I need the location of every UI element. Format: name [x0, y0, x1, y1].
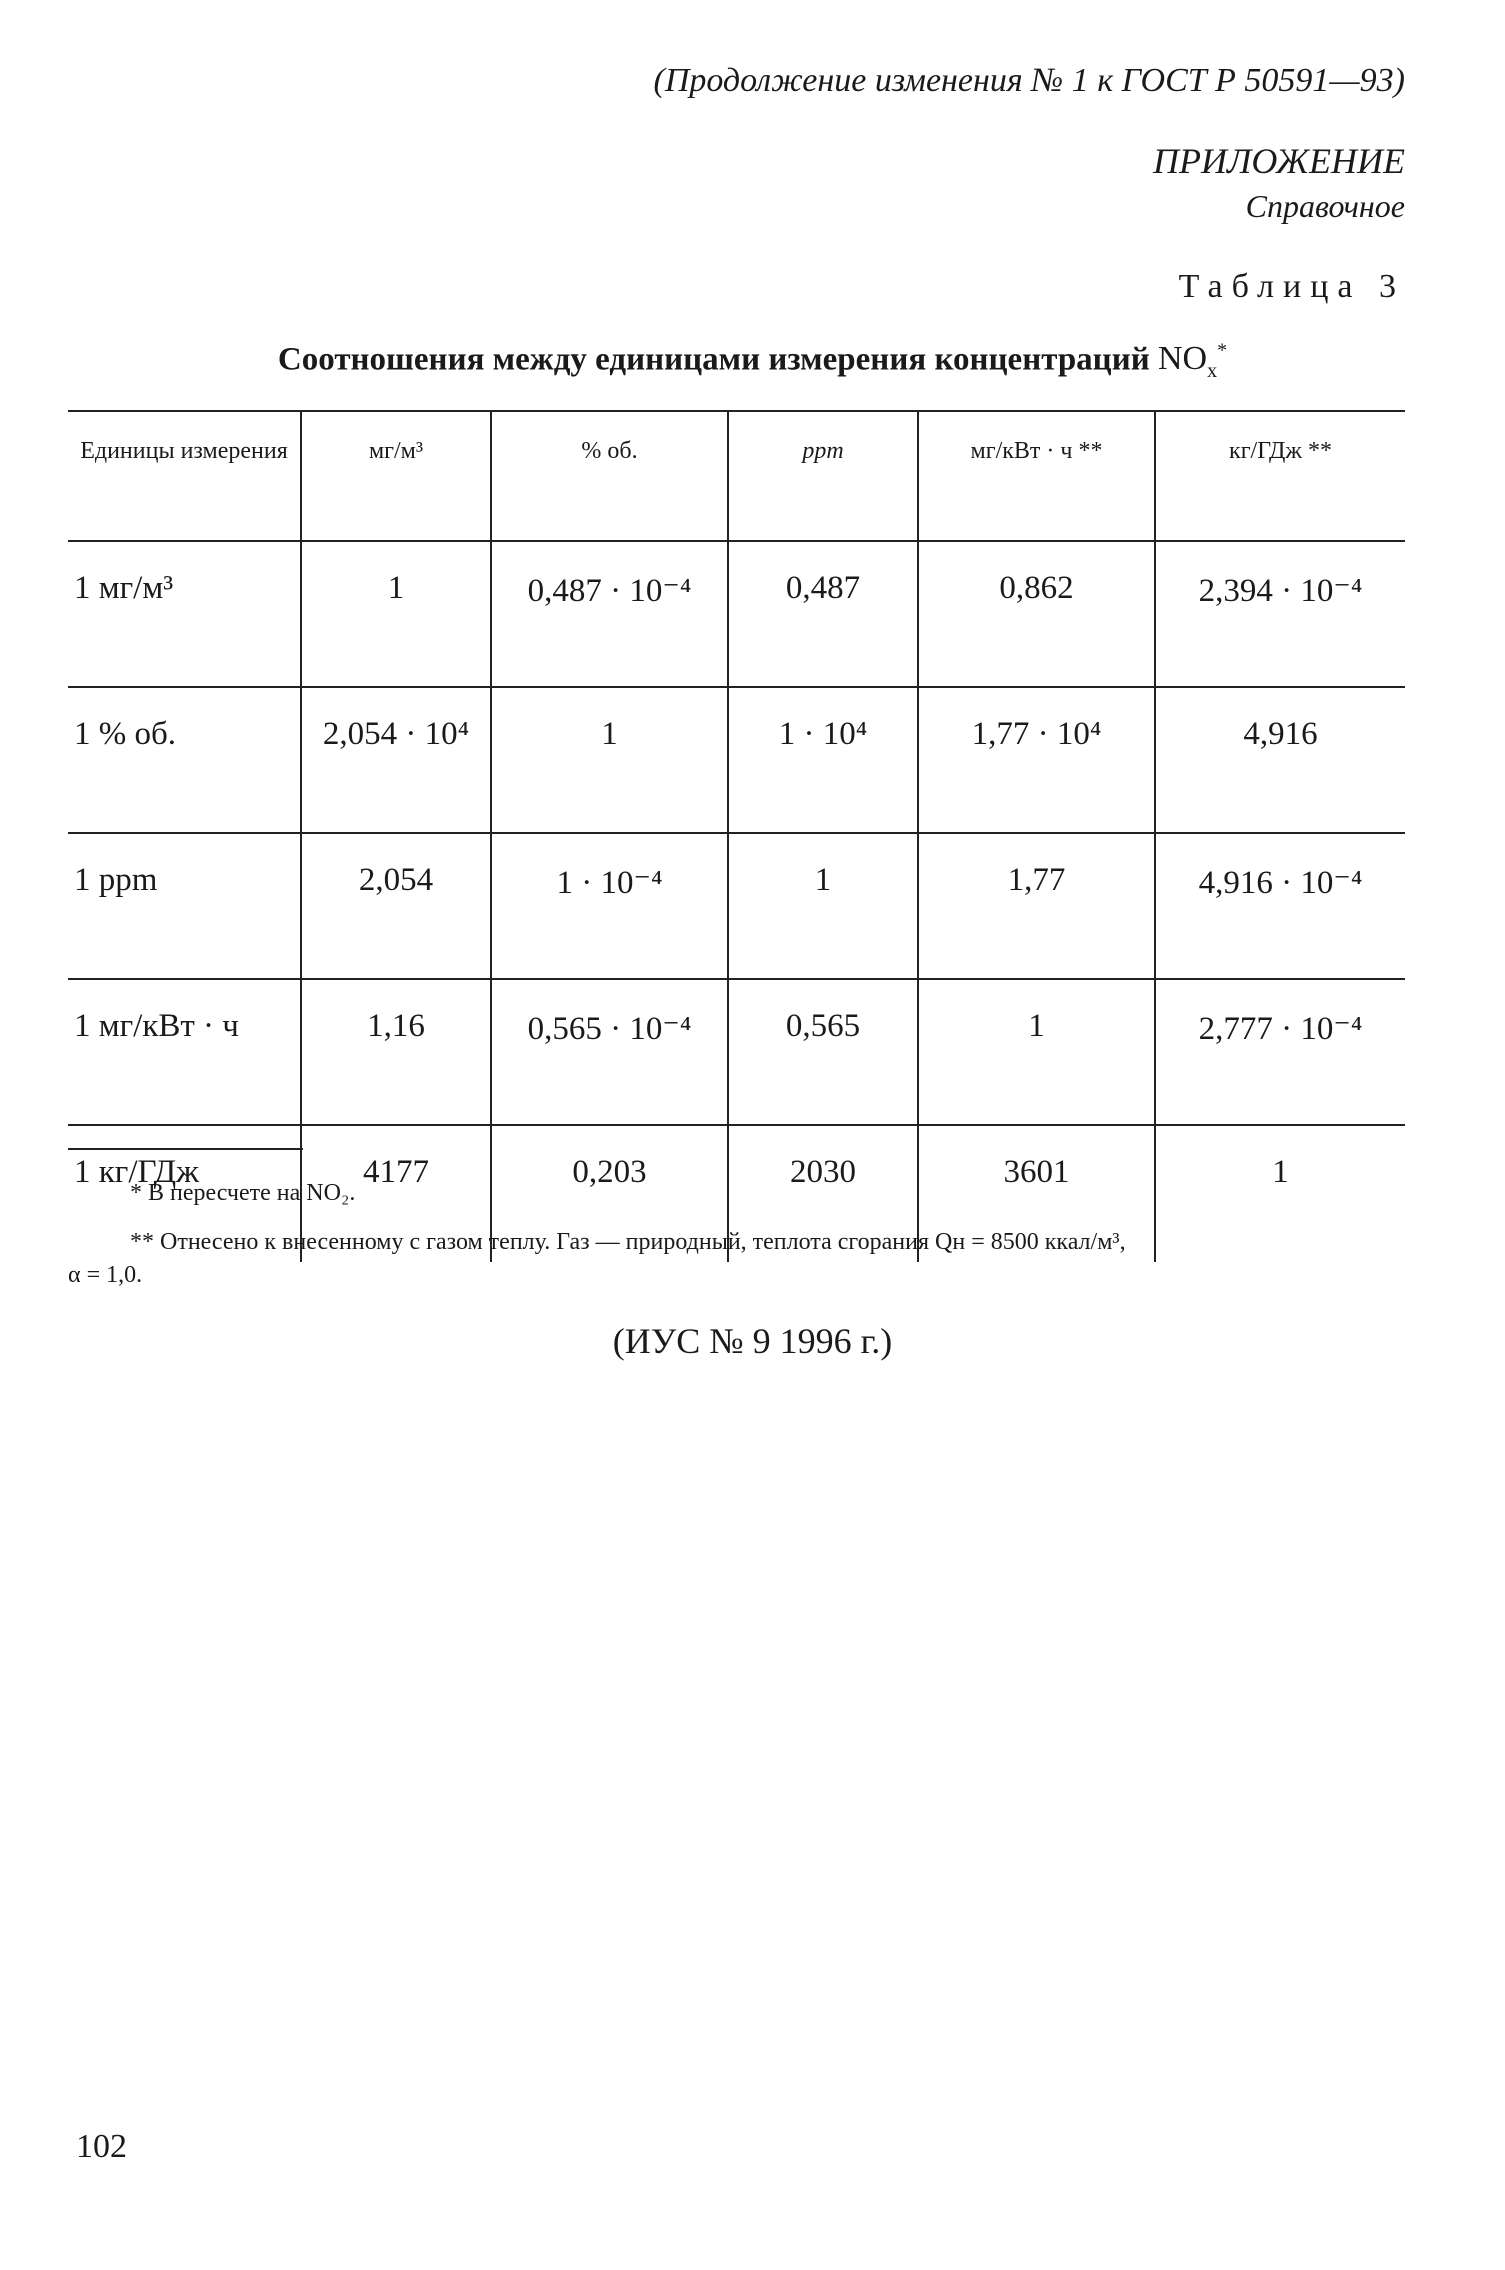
table-cell: 1,16: [301, 979, 491, 1125]
table-cell: 1: [491, 687, 728, 833]
table-row: [68, 833, 1405, 979]
appendix-type: Справочное: [1245, 188, 1405, 224]
footnote-divider: [68, 1148, 303, 1150]
table-title-formula: [1157, 340, 1228, 383]
header-ppm: ppm: [728, 411, 918, 541]
table-cell: 0,862: [918, 541, 1155, 687]
table-cell: 1 · 10⁴: [728, 687, 918, 833]
table-row: [68, 687, 1405, 833]
row-label: 1 мг/м³: [74, 570, 174, 606]
page-number: 102: [76, 2128, 127, 2165]
source-reference: (ИУС № 9 1996 г.): [612, 1321, 893, 1361]
continuation-header: (Продолжение изменения № 1 к ГОСТ Р 50591—93): [653, 62, 1405, 99]
table-cell: 4,916 · 10⁻⁴: [1155, 833, 1405, 979]
table-title: [0, 340, 1505, 383]
table-cell: 1 · 10⁻⁴: [491, 833, 728, 979]
table-row: [68, 541, 1405, 687]
formula-subscript: x: [1207, 360, 1218, 383]
table-cell: 2,054: [301, 833, 491, 979]
table-cell: 1,77: [918, 833, 1155, 979]
table-label: Таблица 3: [1178, 268, 1405, 305]
appendix-title: ПРИЛОЖЕНИЕ: [1153, 141, 1405, 181]
table-cell: 1: [728, 833, 918, 979]
table-cell: 4,916: [1155, 687, 1405, 833]
formula-footnote-mark: *: [1217, 340, 1228, 362]
footnote-2: ** Отнесено к внесенному с газом теплу. Газ — природный, теплота сгорания Qн = 8500 ккал/м³,: [130, 1229, 1126, 1255]
conversion-table: [68, 410, 1405, 1262]
table-cell: 2,777 · 10⁻⁴: [1155, 979, 1405, 1125]
header-mg-m3: мг/м³: [301, 411, 491, 541]
footnote-1: * В пересчете на NO₂.: [130, 1180, 356, 1206]
table-cell: 2,054 · 10⁴: [301, 687, 491, 833]
header-units: Единицы измерения: [80, 438, 288, 464]
row-label: 1 кг/ГДж: [74, 1154, 199, 1190]
table-cell: 3601: [918, 1125, 1155, 1262]
table-cell: 1,77 · 10⁴: [918, 687, 1155, 833]
table-cell: 0,565: [728, 979, 918, 1125]
table-cell: 1: [301, 541, 491, 687]
row-label: 1 мг/кВт · ч: [74, 1008, 239, 1044]
table-cell: 0,203: [491, 1125, 728, 1262]
table-row: [68, 979, 1405, 1125]
table-cell: 1: [918, 979, 1155, 1125]
table-cell: 0,565 · 10⁻⁴: [491, 979, 728, 1125]
table-cell: 4177: [301, 1125, 491, 1262]
table-title-text: Соотношения между единицами измерения концентраций: [277, 341, 1150, 378]
table-cell: 0,487: [728, 541, 918, 687]
header-kg-gj: кг/ГДж **: [1155, 411, 1405, 541]
table-cell: 1: [1155, 1125, 1405, 1262]
table-cell: 2030: [728, 1125, 918, 1262]
formula-base: NO: [1157, 340, 1208, 378]
row-label: 1 % об.: [74, 716, 177, 752]
footnote-2-continuation: α = 1,0.: [68, 1262, 143, 1288]
table-header-row: [68, 411, 1405, 541]
row-label: 1 ppm: [74, 862, 158, 898]
header-vol-percent: % об.: [491, 411, 728, 541]
table-cell: 2,394 · 10⁻⁴: [1155, 541, 1405, 687]
header-mg-kwh: мг/кВт · ч **: [918, 411, 1155, 541]
table-cell: 0,487 · 10⁻⁴: [491, 541, 728, 687]
